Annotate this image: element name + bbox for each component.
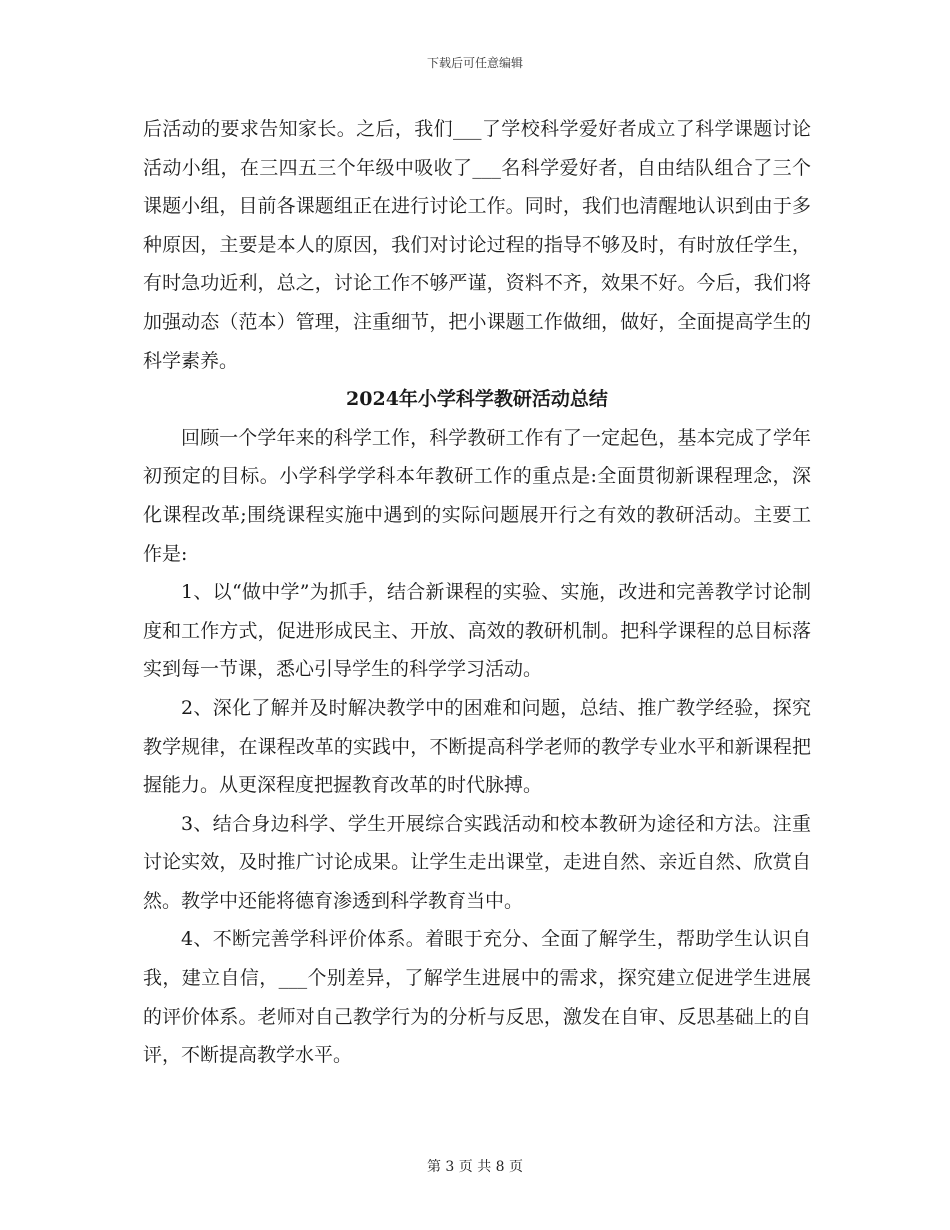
intro-paragraph: 回顾一个学年来的科学工作，科学教研工作有了一定起色，基本完成了学年初预定的目标。小学科学学科本年教研工作的重点是:全面贯彻新课程理念，深化课程改革;围绕课程实施中遇到的实际问题展开行之有效的教研活动。主要工作是: (143, 426, 811, 565)
page-number: 第 3 页 共 8 页 (426, 1159, 524, 1175)
continuation-paragraph: 后活动的要求告知家长。之后，我们___了学校科学爱好者成立了科学课题讨论活动小组，在三四五三个年级中吸收了___名科学爱好者，自由结队组合了三个课题小组，目前各课题组正在进行讨论工作。同时，我们也清醒地认识到由于多种原因，主要是本人的原因，我们对讨论过程的指导不够及时，有时放任学生，有时急功近利，总之，讨论工作不够严谨，资料不齐，效果不好。今后，我们将加强动态（范本）管理，注重细节，把小课题工作做细，做好，全面提高学生的科学素养。 (143, 118, 811, 372)
item-paragraph-4: 4、不断完善学科评价体系。着眼于充分、全面了解学生，帮助学生认识自我，建立自信，___个别差异，了解学生进展中的需求，探究建立促进学生进展的评价体系。老师对自己教学行为的分析与反思，激发在自审、反思基础上的自评，不断提高教学水平。 (143, 928, 811, 1067)
document-body (143, 110, 811, 1075)
item-paragraph-2: 2、深化了解并及时解决教学中的困难和问题，总结、推广教学经验，探究教学规律，在课程改革的实践中，不断提高科学老师的教学专业水平和新课程把握能力。从更深程度把握教育改革的时代脉搏。 (143, 696, 811, 797)
page-header-note: 下载后可任意编辑 (426, 56, 523, 70)
item-paragraph-3: 3、结合身边科学、学生开展综合实践活动和校本教研为途径和方法。注重讨论实效，及时推广讨论成果。让学生走出课堂，走进自然、亲近自然、欣赏自然。教学中还能将德育渗透到科学教育当中。 (143, 812, 811, 912)
document-title: 2024年小学科学教研活动总结 (346, 388, 608, 411)
item-paragraph-1: 1、以“做中学”为抓手，结合新课程的实验、实施，改进和完善教学讨论制度和工作方式，促进形成民主、开放、高效的教研机制。把科学课程的总目标落实到每一节课，悉心引导学生的科学学习活动。 (143, 581, 811, 681)
